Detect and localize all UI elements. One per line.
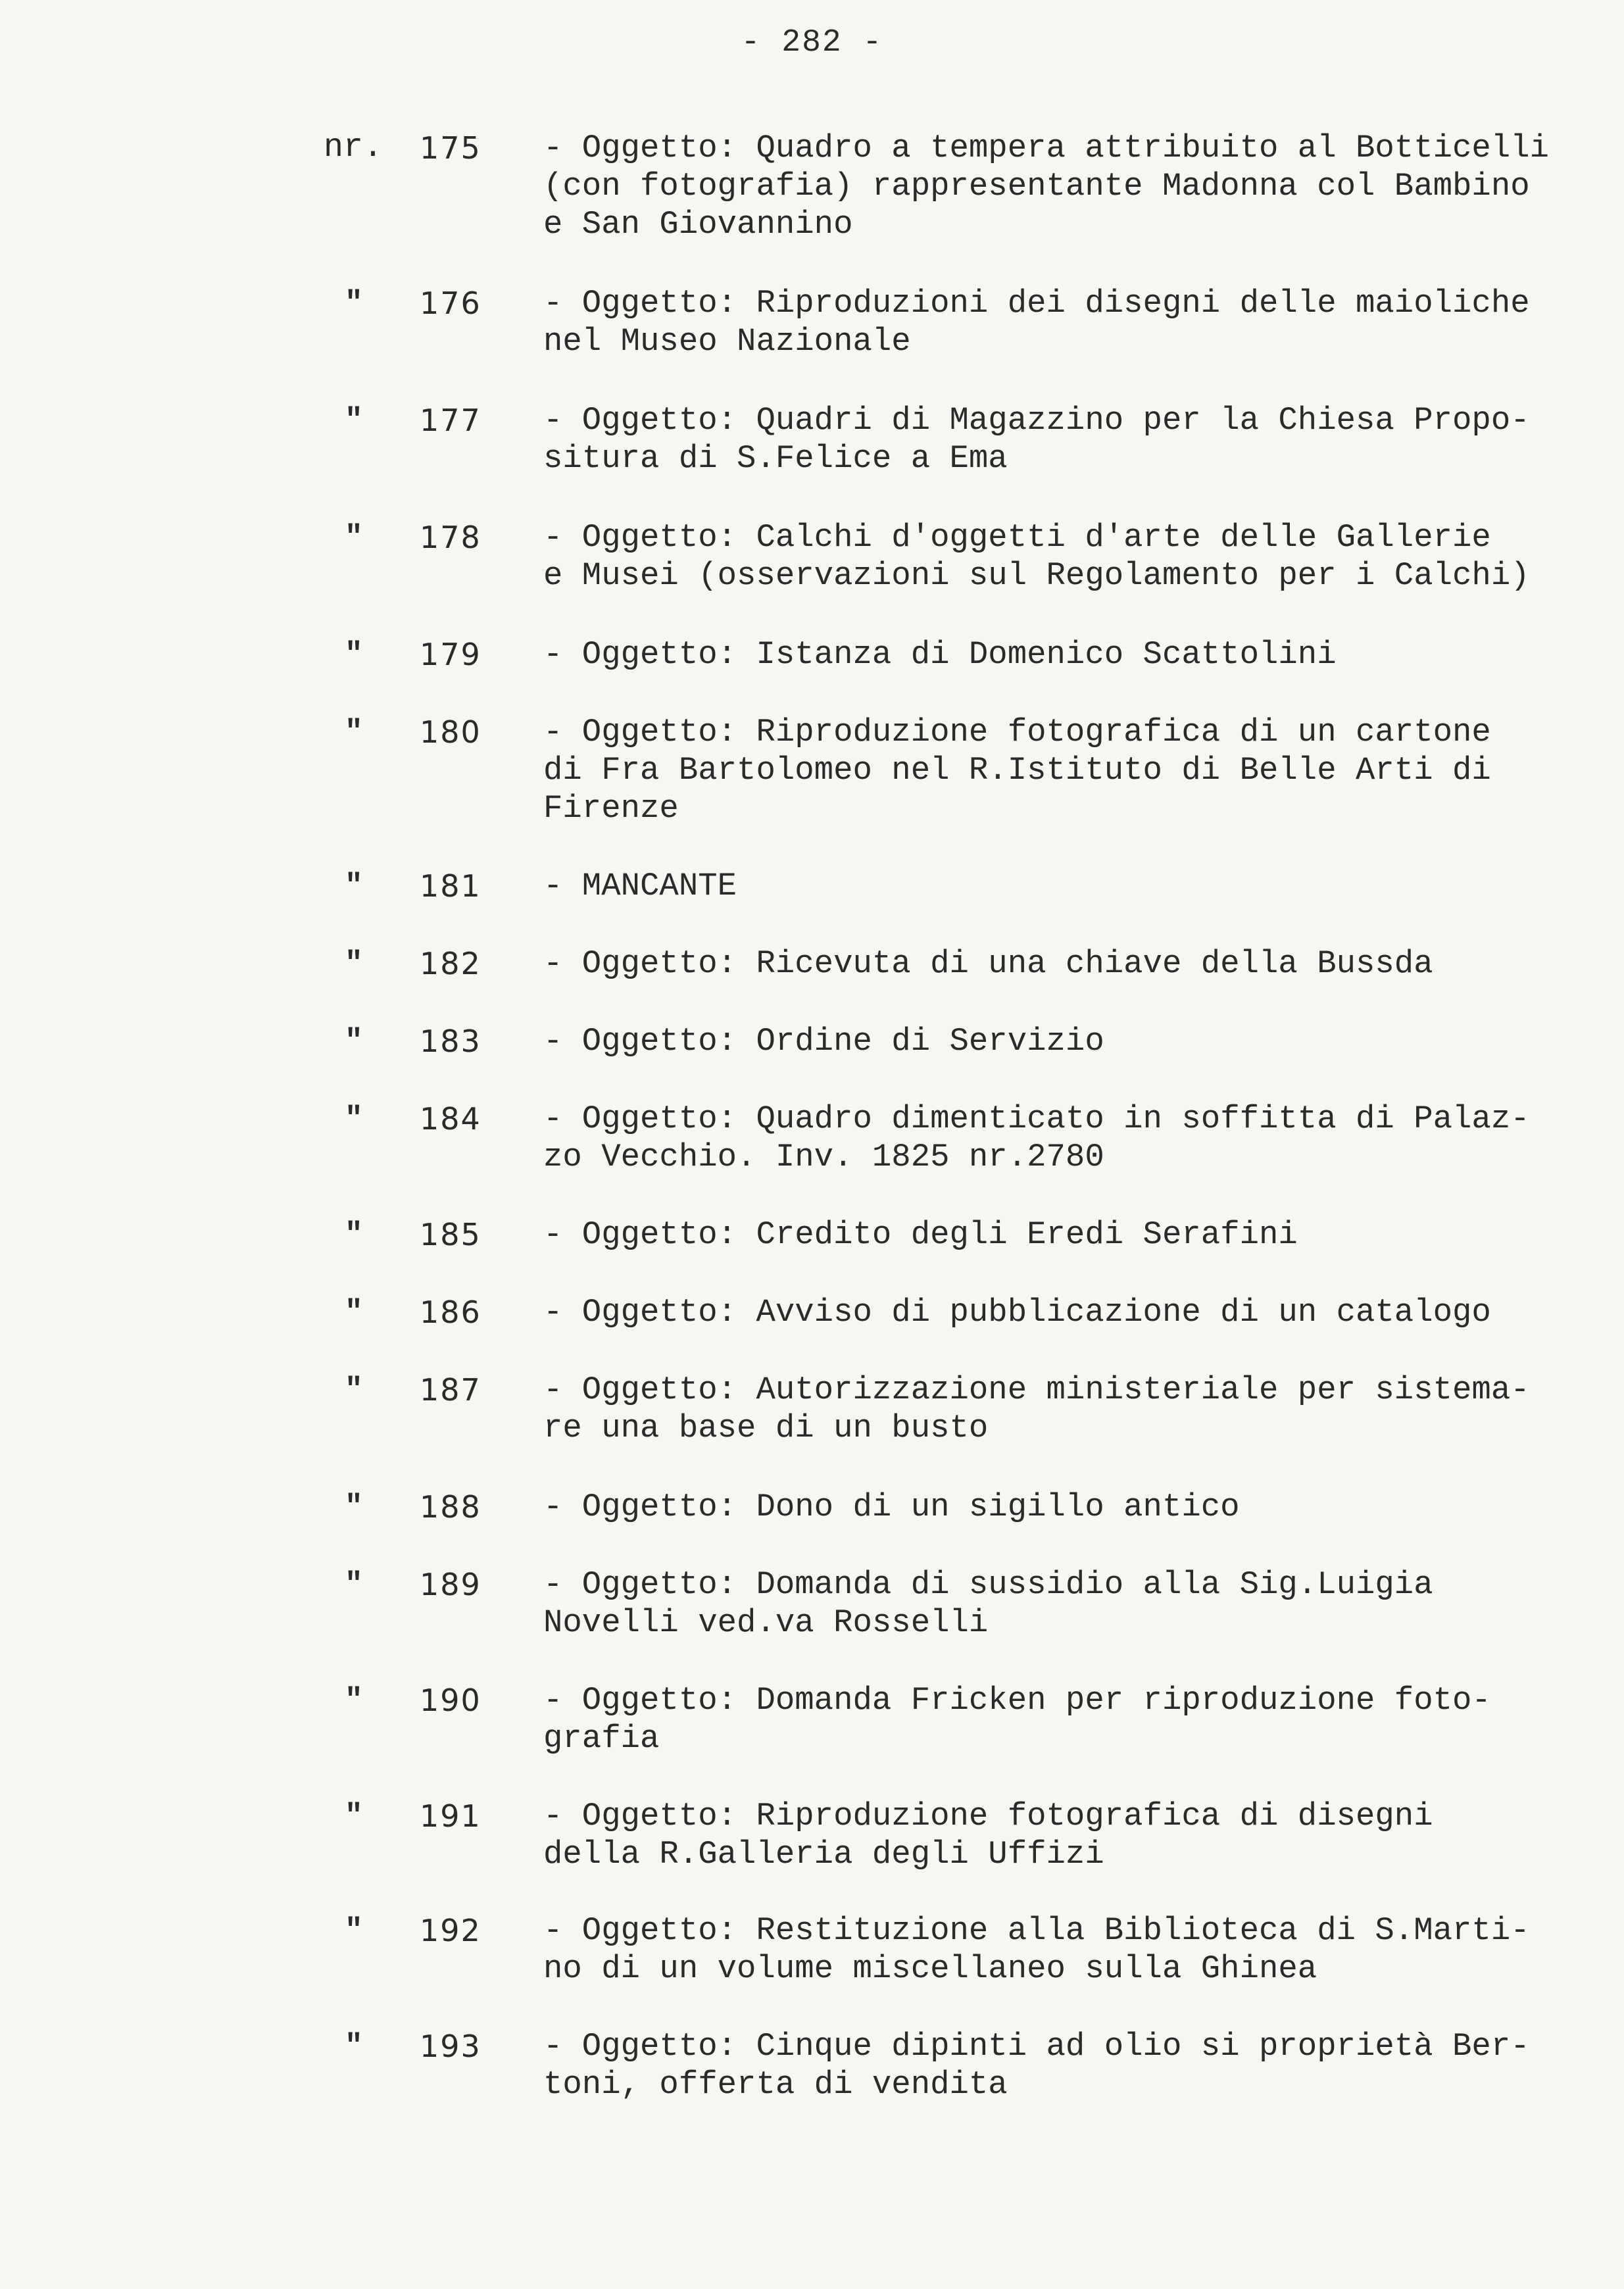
ditto-mark: " [345,947,363,981]
entry-line: - Oggetto: Domanda di sussidio alla Sig.Luigia [543,1566,1433,1603]
ditto-mark: " [345,1373,363,1407]
ditto-mark: " [345,403,363,437]
entry-line: della R.Galleria degli Uffizi [543,1836,1104,1873]
entry-177 [0,401,1624,520]
entry-number: 177 [420,403,481,438]
entry-193 [0,2027,1624,2146]
ditto-mark: " [345,1799,363,1833]
entry-text [543,518,1576,595]
entry-line: - Oggetto: Domanda Fricken per riproduzione foto- [543,1682,1491,1719]
entry-text [543,1100,1576,1176]
entry-number: 179 [420,637,481,672]
entry-line: - Oggetto: Istanza di Domenico Scattolini [543,636,1337,673]
entry-text [543,1797,1576,1873]
entry-number: 187 [420,1372,481,1408]
entry-line: - Oggetto: Dono di un sigillo antico [543,1489,1240,1525]
entry-text [543,1022,1576,1060]
entry-number: 175 [420,130,481,166]
entry-line: Novelli ved.va Rosselli [543,1604,989,1641]
entry-line: - Oggetto: Riproduzioni dei disegni delle maioliche [543,285,1530,322]
ditto-mark: " [345,869,363,903]
entry-line: - Oggetto: Riproduzione fotografica di un cartone [543,714,1491,751]
entry-mark: nr. [324,129,383,166]
entry-180 [0,713,1624,831]
ditto-mark: " [345,2029,363,2063]
entry-line: nel Museo Nazionale [543,323,911,360]
entry-line: e Musei (osservazioni sul Regolamento per i Calchi) [543,557,1530,594]
entry-line: zo Vecchio. Inv. 1825 nr.2780 [543,1139,1104,1175]
entry-line: e San Giovannino [543,206,853,243]
ditto-mark: " [345,520,363,554]
entry-text [543,1911,1576,1988]
entry-line: - MANCANTE [543,868,737,904]
entry-number: 181 [420,868,481,904]
entry-line: - Oggetto: Avviso di pubblicazione di un catalogo [543,1294,1491,1331]
entry-line: - Oggetto: Ricevuta di una chiave della Bussda [543,945,1433,982]
entry-line: (con fotografia) rappresentante Madonna col Bambino [543,168,1530,205]
entry-number: 189 [420,1567,481,1602]
entry-line: - Oggetto: Riproduzione fotografica di disegni [543,1798,1433,1834]
entry-line: - Oggetto: Autorizzazione ministeriale per sistema- [543,1371,1530,1408]
entry-number: 183 [420,1023,481,1059]
entry-189 [0,1565,1624,1684]
entry-line: - Oggetto: Calchi d'oggetti d'arte delle Gallerie [543,519,1491,556]
entry-line: - Oggetto: Quadri di Magazzino per la Chiesa Propo- [543,402,1530,439]
entry-text [543,867,1576,905]
entry-number: 178 [420,520,481,555]
entry-text [543,1681,1576,1758]
entry-text [543,1565,1576,1642]
entry-178 [0,518,1624,637]
entry-number: 180 [420,714,481,750]
ditto-mark: " [345,1490,363,1524]
entry-text [543,284,1576,360]
ditto-mark: " [345,637,363,672]
ditto-mark: " [345,1913,363,1948]
entry-184 [0,1100,1624,1218]
entry-187 [0,1371,1624,1489]
entry-line: - Oggetto: Ordine di Servizio [543,1023,1104,1060]
entry-line: - Oggetto: Cinque dipinti ad olio si proprietà Ber- [543,2028,1530,2065]
ditto-mark: " [345,286,363,320]
page-number: - 282 - [741,25,883,61]
entry-text [543,1293,1576,1331]
entry-line: - Oggetto: Credito degli Eredi Serafini [543,1216,1298,1253]
entry-190 [0,1681,1624,1800]
ditto-mark: " [345,1218,363,1252]
entry-line: Firenze [543,790,679,827]
ditto-mark: " [345,1567,363,1602]
entry-number: 190 [420,1683,481,1718]
entry-line: - Oggetto: Restituzione alla Biblioteca di S.Marti- [543,1912,1530,1949]
entry-number: 186 [420,1294,481,1330]
entry-line: re una base di un busto [543,1410,989,1446]
ditto-mark: " [345,1024,363,1058]
entry-text [543,1216,1576,1254]
entry-line: di Fra Bartolomeo nel R.Istituto di Belle Arti di [543,752,1491,789]
entry-text [543,129,1576,243]
entry-number: 188 [420,1489,481,1525]
entry-175 [0,129,1624,247]
entry-line: no di un volume miscellaneo sulla Ghinea [543,1950,1317,1987]
entry-192 [0,1911,1624,2030]
ditto-mark: " [345,1102,363,1136]
entry-191 [0,1797,1624,1915]
entry-number: 192 [420,1913,481,1948]
entry-text [543,713,1576,827]
ditto-mark: " [345,715,363,749]
entry-176 [0,284,1624,403]
entry-text [543,1371,1576,1447]
entry-number: 182 [420,946,481,981]
entry-number: 185 [420,1217,481,1252]
entry-number: 191 [420,1798,481,1834]
entry-text [543,401,1576,478]
entry-text [543,945,1576,983]
ditto-mark: " [345,1295,363,1329]
entry-line: - Oggetto: Quadro dimenticato in soffitta di Palaz- [543,1100,1530,1137]
entry-number: 176 [420,285,481,321]
entry-line: situra di S.Felice a Ema [543,440,1008,477]
entry-line: - Oggetto: Quadro a tempera attribuito al Botticelli [543,130,1550,166]
entry-text [543,2027,1576,2104]
entry-line: toni, offerta di vendita [543,2066,1008,2103]
entry-text [543,635,1576,674]
entry-number: 193 [420,2029,481,2064]
entry-text [543,1488,1576,1526]
ditto-mark: " [345,1683,363,1717]
entry-number: 184 [420,1101,481,1137]
entry-line: grafia [543,1720,660,1757]
